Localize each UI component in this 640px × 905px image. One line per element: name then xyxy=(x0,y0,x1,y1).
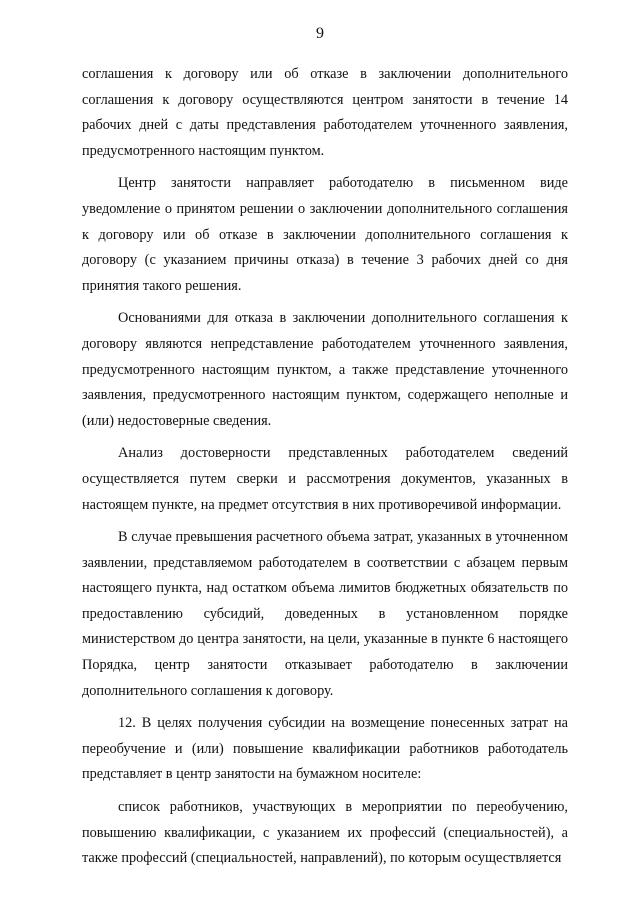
paragraph-item-12: 12. В целях получения субсидии на возмещение понесенных затрат на переобучение и (или) повышение квалификации работников работодатель представляет в центр занятости на бумажном носителе: xyxy=(82,715,568,783)
paragraph-verification: Анализ достоверности представленных работодателем сведений осуществляется путем сверки и рассмотрения документов, указанных в настоящем пункте, на предмет отсутствия в них противоречивой информации. xyxy=(82,445,568,513)
paragraph-continuation: соглашения к договору или об отказе в заключении дополнительного соглашения к договору осуществляются центром занятости в течение 14 рабочих дней с даты представления работодателем уточненного заявления, предусмотренного настоящим пунктом. xyxy=(82,66,568,159)
document-body xyxy=(82,62,568,872)
paragraph-employee-list: список работников, участвующих в мероприятии по переобучению, повышению квалификации, с указанием их профессий (специальностей), а также профессий (специальностей, направлений), по которым осуществляется xyxy=(82,799,568,867)
paragraph-notification: Центр занятости направляет работодателю в письменном виде уведомление о принятом решении о заключении дополнительного соглашения к договору или об отказе в заключении дополнительного соглашения к договору (с указанием причины отказа) в течение 3 рабочих дней со дня принятия такого решения. xyxy=(82,175,568,294)
paragraph-limit-excess: В случае превышения расчетного объема затрат, указанных в уточненном заявлении, представляемом работодателем в соответствии с абзацем первым настоящего пункта, над остатком объема лимитов бюджетных обязательств по предоставлению субсидий, доведенных в установленном порядке министерством до центра занятости, на цели, указанные в пункте 6 настоящего Порядка, центр занятости отказывает работодателю в заключении дополнительного соглашения к договору. xyxy=(82,529,568,699)
page-number: 9 xyxy=(316,25,324,42)
paragraph-refusal-grounds: Основаниями для отказа в заключении дополнительного соглашения к договору являются непредставление работодателем уточненного заявления, предусмотренного настоящим пунктом, а также представление уточненного заявления, предусмотренного настоящим пунктом, содержащего неполные и (или) недостоверные сведения. xyxy=(82,310,568,429)
